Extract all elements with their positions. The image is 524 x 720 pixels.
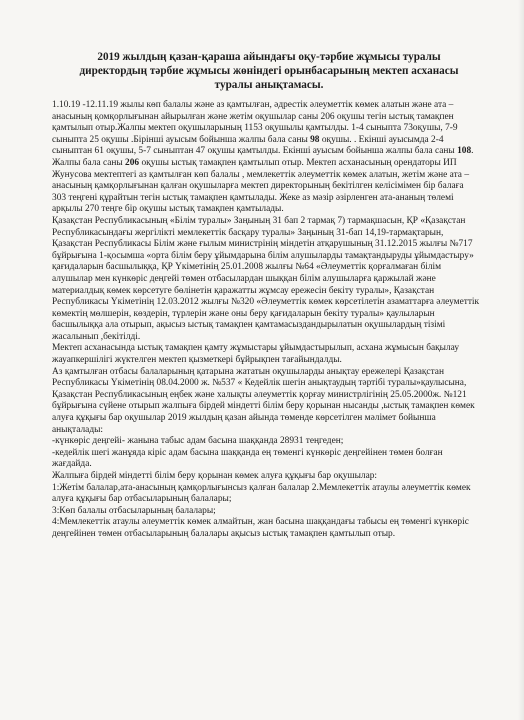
text-run: 4:Мемлекеттік атаулы әлеуметтік көмек алмайтын, жан басына шаққандағы табысы ең төменгі күнкөріс деңгейінен төмен отбасыларының балалары ақысыз ыстық тамақпен қамтылып отыр. <box>52 517 469 539</box>
document-body <box>52 100 480 541</box>
text-run: Қазақстан Республикасының «Білім туралы» Заңының 31 бап 2 тармақ 7) тармақшасын, ҚР «Қазақстан Республикасындағы жергілікті мемлекеттік басқару туралы» Заңының 31-бап 14,19-тармақтарын, Қазақстан Республикасы Білім және ғылым министрінің міндетін атқарушының 31.12.2015 жылғы №717 бұйрығына 1-қосымша «орта білім беру ұйымдарына білім алушыларды тамақтандыруды ұйымдастыру» қағидаларын басшылыққа, ҚР Үкіметінің 25.01.2008 жылғы №64 «Әлеуметтік қорғалмаған білім алушылар мен күнкөріс деңгейі төмен отбасылардан шыққан білім алушыларға қаржылай және материалдық көмек көрсетуге бөлінетін қаражатты жұмсау ережесін бекіту туралы», Қазақстан Республикасы Үкіметінің 12.03.2012 жылғы №320 «Әлеуметтік көмек көрсетілетін азаматтарға әлеуметтік көмектің мөлшерін, көздерін, түрлерін және оны беру қағидаларын бекіту туралы» қаулыларын басшылыққа ала отырып, ақысыз ыстық тамақпен қамтамасыздандырылатын оқушылардың тізімі жасалынып ,бекітілді. <box>52 215 480 342</box>
text-run: оқушы. . Екінші ауысымда 2-4 сыныптан 61 оқушы, 5-7 сыныптан 47 оқушы қамтылды. Екінші ауысым бойынша жалпы бала саны <box>52 134 458 157</box>
text-run: 1:Жетім балалар,ата-анасының қамқорлығынсыз қалған балалар 2.Мемлекеттік атаулы әлеуметтік көмек алуға құқығы бар отбасыларының балалары; <box>52 482 471 505</box>
text-run: . Жалпы бала саны <box>52 146 474 168</box>
paragraph <box>52 517 480 540</box>
text-run: Жалпыға бірдей міндетті білім беру қорынан көмек алуға құқығы бар оқушылар: <box>52 471 378 481</box>
bold-figure: 98 <box>310 134 320 145</box>
paragraph <box>52 367 480 437</box>
text-run: -күнкөріс деңгейі- жанына табыс адам басына шаққанда 28931 теңгеден; <box>52 436 344 447</box>
document-title: 2019 жылдың қазан-қараша айындағы оқу-тәрбие жұмысы туралы директордың тәрбие жұмысы жөніндегі орынбасарының мектеп асханасы туралы анықтамасы. <box>79 51 459 91</box>
text-run: -кедейлік шегі жанұяда кіріс адам басына шаққанда ең төменгі күнкөріс деңгейінен төмен болған жағдайда. <box>52 447 443 470</box>
paragraph <box>52 471 480 483</box>
paragraph <box>52 343 480 366</box>
text-run: 1.10.19 -12.11.19 жылы көп балалы және аз қамтылған, әдрестік әлеуметтік көмек алатын және ата –анасының қомқорлығынан айырылған және жетім оқушылар саны 206 оқушы тегін ыстық тамақпен қамтылып отыр.Жалпы мектеп оқушыларының 1153 оқушылы қамтылды. 1-4 сыныпта 73оқушы, 7-9 сыныпта 25 оқушы .Бірінші ауысым бойынша жалпы бала саны <box>52 100 458 145</box>
text-run: оқушы ыстық тамақпен қамтылып отыр. Мектеп асханасының орендаторы ИП Жунусова мектептегі аз қамтылған көп балалы , мемлекеттік әлеуметтік көмек алатын, жетім және ата –анасының қамқорлығынан қалған оқушыларға мектеп директорының бекітілген келісімімен бір балаға 303 теңгені құрайтын тегін ыстық тамақпен қамтылады. Жеке аз мәзір әзірленген ата-ананың төлемі арқылы 270 теңге бір оқушы ыстық тамақпен қамтылады. <box>52 157 470 215</box>
paragraph <box>52 216 480 344</box>
text-run: Аз қамтылған отбасы балаларының қатарына жататын оқушыларды анықтау ережелері Қазақстан Республикасы Үкіметінің 08.04.2000 ж. №537 « Кедейлік шегін анықтаудың тәртібі туралы»қаулысына, Қазақстан Республикасының еңбек және халықты әлеуметтік қорғау министрлігінің 25.05.2000ж. №121 бұйрығына сүйене отырып жалпыға бірдей міндетті білім беру қорынан нысанды ,ыстық тамақпен көмек алуға құқығы бар оқушылар 2019 жылдың қазан айында төменде көрсетілген мәлімет бойынша анықталады: <box>52 366 475 435</box>
paragraph <box>52 448 480 471</box>
bold-figure: 108 <box>457 146 472 157</box>
paragraph <box>52 436 480 448</box>
scan-edge-shadow <box>518 0 524 720</box>
bold-figure: 206 <box>125 157 140 168</box>
paragraph <box>52 483 480 506</box>
text-run: Мектеп асханасында ыстық тамақпен қамту жұмыстары ұйымдастырылып, асхана жұмысын бақылау жауапкершілігі жүктелген мектеп қызметкері бұйрықпен тағайындалды. <box>52 343 460 366</box>
paragraph <box>52 506 480 518</box>
text-run: 3:Көп балалы отбасыларының балалары; <box>52 505 216 516</box>
paragraph <box>52 100 480 216</box>
